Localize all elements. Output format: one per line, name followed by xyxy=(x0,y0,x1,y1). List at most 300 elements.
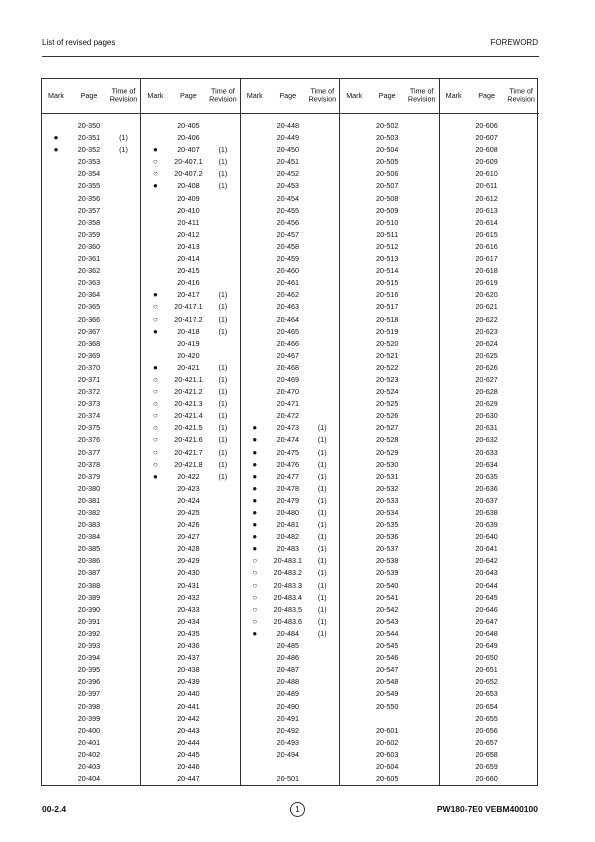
table-row xyxy=(440,616,539,628)
page-number: 20-441 xyxy=(177,701,200,711)
page-number: 20-626 xyxy=(475,362,498,372)
column-group-header xyxy=(141,79,239,114)
table-row xyxy=(42,193,140,205)
revision-number: (1) xyxy=(317,447,327,457)
page-number: 20-423 xyxy=(177,483,200,493)
page-number: 20-644 xyxy=(475,580,498,590)
table-row xyxy=(340,265,438,277)
revision-mark: ○ xyxy=(152,302,158,312)
table-row xyxy=(141,628,239,640)
table-row xyxy=(340,471,438,483)
table-row xyxy=(42,725,140,737)
column-group-header xyxy=(42,79,140,114)
page-number: 20-375 xyxy=(77,423,101,433)
revision-mark: ○ xyxy=(152,157,158,167)
header-page: Page xyxy=(179,90,197,100)
table-row xyxy=(42,374,140,386)
page-number: 20-386 xyxy=(77,556,101,566)
page-number: 20-469 xyxy=(276,374,299,384)
page-number: 20-545 xyxy=(375,641,399,651)
page-number: 20-360 xyxy=(77,241,101,251)
page-number: 20-540 xyxy=(375,580,399,590)
page-number: 20-400 xyxy=(77,725,101,735)
table-row xyxy=(241,688,339,700)
table-row xyxy=(340,277,438,289)
page-number: 20-365 xyxy=(77,302,101,312)
row-list xyxy=(42,114,140,785)
page-number: 20-603 xyxy=(375,749,399,759)
revision-number: (1) xyxy=(317,495,327,505)
page-number: 20-619 xyxy=(475,278,498,288)
revision-number: (1) xyxy=(218,447,228,457)
page-number: 20-370 xyxy=(77,362,101,372)
header-time-of-revision: Time of Revision xyxy=(109,86,138,104)
revision-mark: ○ xyxy=(252,616,258,626)
table-row xyxy=(241,168,339,180)
revision-mark: ○ xyxy=(152,459,158,469)
table-row xyxy=(42,265,140,277)
page-number: 20-537 xyxy=(375,544,399,554)
page-number: 20-374 xyxy=(77,411,101,421)
table-row xyxy=(340,628,438,640)
table-row xyxy=(141,761,239,773)
revision-mark: ● xyxy=(252,495,258,505)
table-row xyxy=(440,628,539,640)
page-number: 20-421.8 xyxy=(174,459,203,469)
page-number: 20-653 xyxy=(475,689,498,699)
table-row xyxy=(340,205,438,217)
table-row xyxy=(141,447,239,459)
revision-number: (1) xyxy=(317,532,327,542)
table-row xyxy=(340,580,438,592)
page-number: 20-392 xyxy=(77,628,101,638)
table-row xyxy=(141,519,239,531)
page-number: 20-656 xyxy=(475,725,498,735)
revision-number: (1) xyxy=(218,411,228,421)
table-row xyxy=(141,507,239,519)
page-number: 20-650 xyxy=(475,653,498,663)
row-list xyxy=(340,114,438,785)
revision-mark: ● xyxy=(252,423,258,433)
table-row xyxy=(241,459,339,471)
page-number: 20-622 xyxy=(475,314,498,324)
page-number: 20-384 xyxy=(77,532,101,542)
column-group-5 xyxy=(440,79,539,785)
table-row xyxy=(440,713,539,725)
table-row xyxy=(440,459,539,471)
table-row xyxy=(141,168,239,180)
table-row xyxy=(340,761,438,773)
table-row xyxy=(440,265,539,277)
page-number: 20-649 xyxy=(475,641,498,651)
page-number: 20-381 xyxy=(77,495,101,505)
table-row xyxy=(42,132,140,144)
table-row xyxy=(340,301,438,313)
table-row xyxy=(241,676,339,688)
page-number: 20-368 xyxy=(77,338,101,348)
page-number: 20-462 xyxy=(276,290,299,300)
page-number: 20-490 xyxy=(276,701,299,711)
footer-revision-circle: 1 xyxy=(290,802,305,817)
page-number: 20-450 xyxy=(276,145,299,155)
page-number: 20-432 xyxy=(177,592,200,602)
table-row xyxy=(241,229,339,241)
table-row xyxy=(241,519,339,531)
revision-number: (1) xyxy=(317,520,327,530)
page-number: 20-646 xyxy=(475,604,498,614)
revision-mark: ○ xyxy=(152,169,158,179)
table-row xyxy=(340,398,438,410)
revision-mark: ● xyxy=(152,362,158,372)
page-number: 20-506 xyxy=(375,169,399,179)
table-row xyxy=(141,289,239,301)
page-number: 20-352 xyxy=(77,145,101,155)
table-row xyxy=(440,205,539,217)
page-number: 20-483.3 xyxy=(273,580,302,590)
table-row xyxy=(440,749,539,761)
header-mark: Mark xyxy=(445,90,462,100)
page-number: 20-421.3 xyxy=(174,399,203,409)
page-number: 20-380 xyxy=(77,483,101,493)
page-number: 20-614 xyxy=(475,217,498,227)
table-row xyxy=(340,567,438,579)
page-number: 20-503 xyxy=(375,133,399,143)
page-number: 20-483 xyxy=(276,544,299,554)
page-number: 20-607 xyxy=(475,133,498,143)
page-number: 20-396 xyxy=(77,677,101,687)
table-row xyxy=(340,640,438,652)
page-number: 20-521 xyxy=(375,350,399,360)
table-row xyxy=(440,362,539,374)
table-row xyxy=(42,749,140,761)
page-number: 20-611 xyxy=(475,181,498,191)
table-row xyxy=(42,628,140,640)
table-row xyxy=(440,604,539,616)
table-row xyxy=(440,120,539,132)
page-number: 20-620 xyxy=(475,290,498,300)
revision-mark: ● xyxy=(252,447,258,457)
revision-number: (1) xyxy=(317,471,327,481)
table-row xyxy=(440,688,539,700)
page-number: 20-397 xyxy=(77,689,101,699)
table-row xyxy=(340,314,438,326)
table-row xyxy=(141,471,239,483)
revision-mark: ● xyxy=(53,133,59,143)
page-number: 20-483.5 xyxy=(273,604,302,614)
table-row xyxy=(340,338,438,350)
table-row xyxy=(241,580,339,592)
page-number: 20-519 xyxy=(375,326,399,336)
page-number: 20-455 xyxy=(276,205,299,215)
row-list xyxy=(141,114,239,785)
table-row xyxy=(241,447,339,459)
revision-mark: ○ xyxy=(152,387,158,397)
page-number: 20-452 xyxy=(276,169,299,179)
table-row xyxy=(340,519,438,531)
table-row xyxy=(141,495,239,507)
header-time-of-revision: Time of Revision xyxy=(308,86,337,104)
table-row xyxy=(340,676,438,688)
revision-number: (1) xyxy=(218,302,228,312)
table-row xyxy=(440,471,539,483)
table-row xyxy=(440,217,539,229)
table-row xyxy=(440,326,539,338)
page-number: 20-634 xyxy=(475,459,498,469)
table-row xyxy=(241,616,339,628)
column-group-header xyxy=(440,79,539,114)
table-row xyxy=(340,241,438,253)
page-number: 20-433 xyxy=(177,604,200,614)
table-row xyxy=(440,253,539,265)
table-row xyxy=(42,519,140,531)
revision-mark: ● xyxy=(152,326,158,336)
page-number: 20-405 xyxy=(177,121,200,130)
table-row xyxy=(340,592,438,604)
table-row xyxy=(141,652,239,664)
page-number: 20-549 xyxy=(375,689,399,699)
revision-mark: ● xyxy=(152,290,158,300)
table-row xyxy=(340,664,438,676)
page-number: 20-494 xyxy=(276,749,299,759)
table-row xyxy=(241,265,339,277)
page-number: 20-439 xyxy=(177,677,200,687)
header-page: Page xyxy=(80,90,98,100)
page-number: 20-376 xyxy=(77,435,101,445)
table-row xyxy=(241,386,339,398)
page-number: 20-627 xyxy=(475,374,498,384)
table-row xyxy=(241,604,339,616)
table-row xyxy=(340,459,438,471)
page-number: 20-486 xyxy=(276,653,299,663)
table-row xyxy=(42,495,140,507)
page-number: 20-385 xyxy=(77,544,101,554)
page-number: 20-526 xyxy=(375,411,399,421)
revision-mark: ● xyxy=(252,483,258,493)
page-number: 20-470 xyxy=(276,387,299,397)
table-row xyxy=(340,229,438,241)
page-number: 20-447 xyxy=(177,774,200,784)
page-number: 20-418 xyxy=(177,326,200,336)
table-row xyxy=(141,543,239,555)
page-number: 20-442 xyxy=(177,713,200,723)
table-row xyxy=(141,241,239,253)
revision-mark: ● xyxy=(252,520,258,530)
page-number: 20-367 xyxy=(77,326,101,336)
revision-mark: ○ xyxy=(252,604,258,614)
page-number: 20-421.7 xyxy=(174,447,203,457)
page-number: 20-483.1 xyxy=(273,556,302,566)
table-row xyxy=(440,761,539,773)
table-row xyxy=(141,422,239,434)
table-row xyxy=(141,459,239,471)
page-number: 20-642 xyxy=(475,556,498,566)
page-number: 20-630 xyxy=(475,411,498,421)
revision-number: (1) xyxy=(317,592,327,602)
page-number: 20-421 xyxy=(177,362,200,372)
page-number: 20-658 xyxy=(475,749,498,759)
page-number: 20-511 xyxy=(376,229,399,239)
table-row xyxy=(440,701,539,713)
page-number: 20-420 xyxy=(177,350,200,360)
page-number: 20-407 xyxy=(177,145,200,155)
page-number: 20-359 xyxy=(77,229,101,239)
page-number: 20-445 xyxy=(177,749,200,759)
page-number: 20-358 xyxy=(77,217,101,227)
table-row xyxy=(141,253,239,265)
revision-number: (1) xyxy=(218,290,228,300)
table-row xyxy=(241,495,339,507)
header-time-of-revision: Time of Revision xyxy=(407,86,436,104)
table-row xyxy=(141,664,239,676)
table-row xyxy=(141,277,239,289)
page-number: 20-429 xyxy=(177,556,200,566)
page-number: 20-655 xyxy=(475,713,498,723)
page-number: 20-408 xyxy=(177,181,200,191)
page-number: 20-633 xyxy=(475,447,498,457)
page-number: 20-451 xyxy=(276,157,299,167)
table-row xyxy=(440,725,539,737)
table-row xyxy=(440,640,539,652)
revision-mark: ○ xyxy=(152,423,158,433)
page-number: 20-534 xyxy=(375,508,399,517)
page-number: 20-379 xyxy=(77,471,101,481)
table-row xyxy=(440,567,539,579)
page-number: 20-371 xyxy=(77,374,101,384)
page-number: 20-431 xyxy=(177,580,200,590)
page-number: 20-460 xyxy=(276,266,299,276)
page-number: 20-625 xyxy=(475,350,498,360)
table-row xyxy=(340,507,438,519)
page-number: 20-488 xyxy=(276,677,299,687)
page-number: 20-362 xyxy=(77,266,101,276)
footer-model-code: PW180-7E0 VEBM400100 xyxy=(436,804,538,814)
table-row xyxy=(241,398,339,410)
table-row xyxy=(440,180,539,192)
table-row xyxy=(340,749,438,761)
revision-mark: ○ xyxy=(252,556,258,566)
revision-number: (1) xyxy=(218,362,228,372)
revision-number: (1) xyxy=(317,483,327,493)
revision-mark: ○ xyxy=(152,411,158,421)
table-row xyxy=(141,374,239,386)
page-number: 20-491 xyxy=(276,713,299,723)
page-number: 20-528 xyxy=(375,435,399,445)
table-row xyxy=(241,193,339,205)
page-number: 20-413 xyxy=(177,241,200,251)
table-row xyxy=(42,688,140,700)
table-row xyxy=(340,652,438,664)
table-row xyxy=(42,580,140,592)
table-row xyxy=(340,217,438,229)
page-number: 20-635 xyxy=(475,471,498,481)
page-number: 20-493 xyxy=(276,737,299,747)
table-row xyxy=(141,410,239,422)
page-number: 20-624 xyxy=(475,338,498,348)
page-number: 20-421.2 xyxy=(174,387,203,397)
page-number: 20-369 xyxy=(77,350,101,360)
revision-number: (1) xyxy=(218,314,228,324)
page-number: 20-411 xyxy=(177,217,200,227)
revision-mark: ● xyxy=(252,544,258,554)
page-number: 20-623 xyxy=(475,326,498,336)
table-row xyxy=(141,156,239,168)
table-row xyxy=(42,701,140,713)
page-number: 20-484 xyxy=(276,628,299,638)
table-row xyxy=(42,253,140,265)
page-number: 20-637 xyxy=(475,495,498,505)
revision-number: (1) xyxy=(317,628,327,638)
header-page: Page xyxy=(279,90,297,100)
table-row xyxy=(241,338,339,350)
page-number: 20-416 xyxy=(177,278,200,288)
page-number: 20-542 xyxy=(375,604,399,614)
page-number: 20-419 xyxy=(177,338,200,348)
page-number: 20-399 xyxy=(77,713,101,723)
page-number: 20-425 xyxy=(177,508,200,517)
page-number: 20-390 xyxy=(77,604,101,614)
column-group-header xyxy=(241,79,339,114)
page-number: 20-517 xyxy=(375,302,399,312)
revision-number: (1) xyxy=(317,423,327,433)
page-number: 20-354 xyxy=(77,169,101,179)
page-number: 20-502 xyxy=(375,121,399,130)
header-mark: Mark xyxy=(48,90,64,100)
table-row xyxy=(141,120,239,132)
page-number: 20-383 xyxy=(77,520,101,530)
page-number: 20-424 xyxy=(177,495,200,505)
header-chapter-title: FOREWORD xyxy=(490,38,538,47)
header-section-title: List of revised pages xyxy=(42,38,116,47)
page-number: 20-387 xyxy=(77,568,101,578)
page-number: 20-507 xyxy=(375,181,399,191)
page-number: 20-480 xyxy=(276,508,299,517)
page-number: 20-449 xyxy=(276,133,299,143)
page-number: 20-446 xyxy=(177,761,200,771)
page-number: 20-485 xyxy=(276,641,299,651)
table-row xyxy=(241,422,339,434)
revision-mark: ● xyxy=(152,145,158,155)
page-number: 20-407.2 xyxy=(174,169,203,179)
page-number: 20-421.1 xyxy=(174,374,203,384)
revision-number: (1) xyxy=(119,133,128,143)
table-row xyxy=(141,676,239,688)
revision-mark: ● xyxy=(152,471,158,481)
table-row xyxy=(440,531,539,543)
revision-mark: ● xyxy=(252,459,258,469)
page-number: 20-505 xyxy=(375,157,399,167)
page-number: 20-440 xyxy=(177,689,200,699)
page-number: 20-482 xyxy=(276,532,299,542)
table-row xyxy=(440,580,539,592)
table-row xyxy=(42,229,140,241)
page-number: 20-652 xyxy=(475,677,498,687)
page-number: 20-363 xyxy=(77,278,101,288)
table-row xyxy=(440,434,539,446)
table-row xyxy=(42,289,140,301)
table-row xyxy=(42,592,140,604)
table-row xyxy=(241,205,339,217)
page-number: 20-602 xyxy=(375,737,399,747)
table-row xyxy=(241,543,339,555)
page-number: 20-610 xyxy=(475,169,498,179)
revision-mark: ○ xyxy=(152,374,158,384)
page-number: 20-530 xyxy=(375,459,399,469)
table-row xyxy=(42,410,140,422)
table-row xyxy=(440,144,539,156)
page-number: 20-382 xyxy=(77,508,101,517)
table-row xyxy=(42,737,140,749)
table-row xyxy=(141,144,239,156)
